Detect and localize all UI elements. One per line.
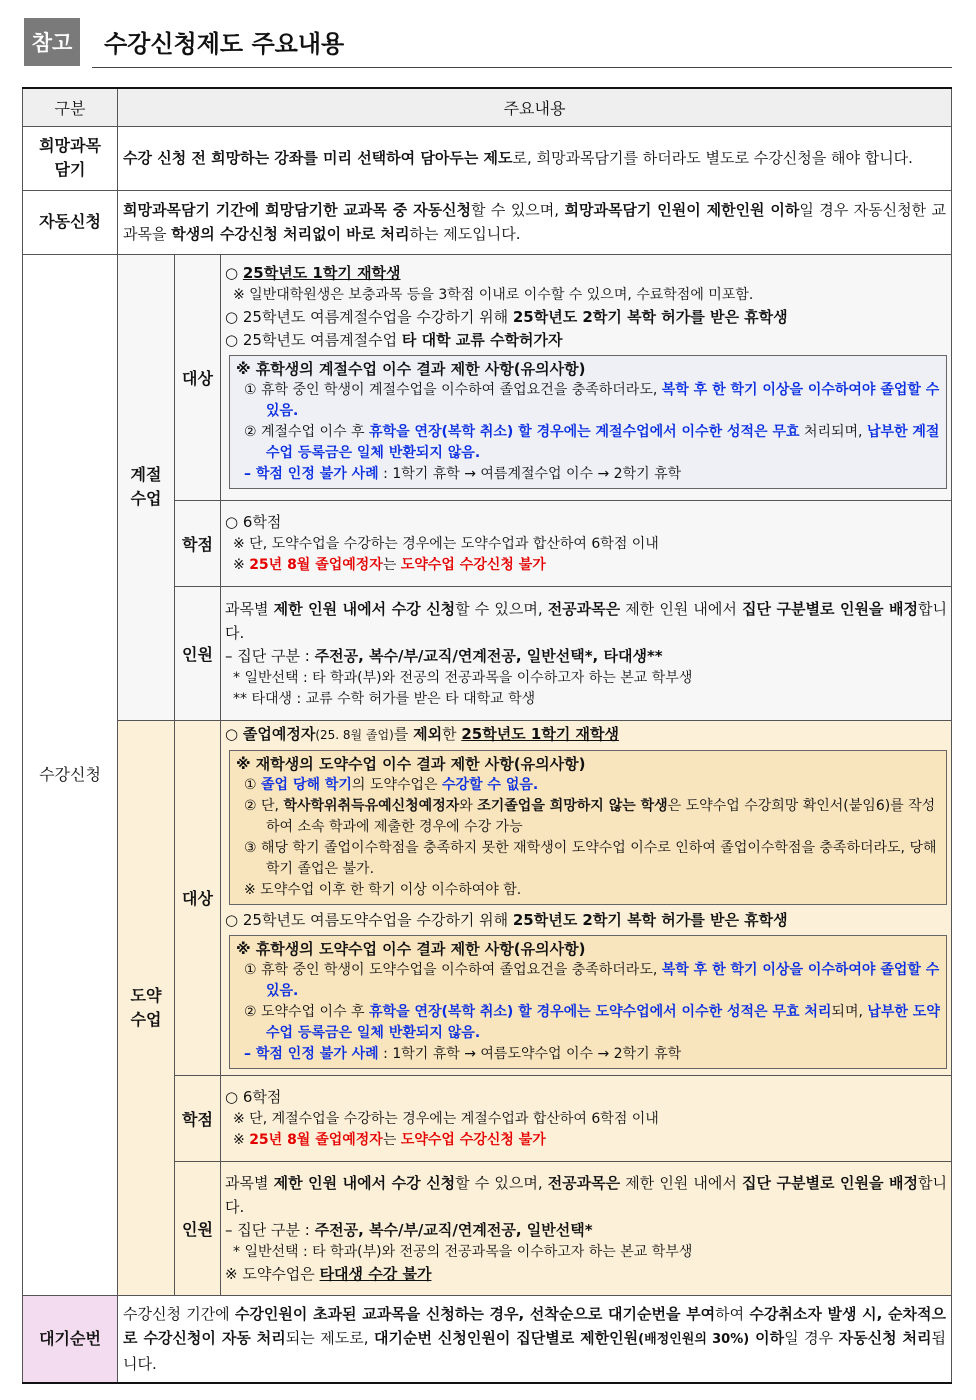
text-run: ※ [233, 556, 250, 573]
seasonal-target-lines [225, 262, 949, 352]
title-underline [92, 67, 952, 68]
notice-item [236, 1044, 940, 1065]
leap-credit-content [221, 1075, 952, 1161]
seasonal-seats-content [221, 586, 952, 720]
content-line [225, 1219, 947, 1242]
text-run: ※ 단, 계절수업을 수강하는 경우에는 계절수업과 합산하여 6학점 이내 [233, 1110, 659, 1127]
seasonal-seats-para [225, 597, 947, 645]
text-run: 대기순번 신청인원이 집단별로 제한인원 [373, 1328, 639, 1347]
text-run: 조기졸업을 희망하지 않는 학생 [477, 797, 668, 814]
auto-content [118, 190, 952, 254]
text-run: ※ 일반대학원생은 보충과목 등을 3학점 이내로 이수할 수 있으며, 수료학점에 미포함. [233, 286, 754, 303]
text-run: 학생의 수강신청 처리없이 바로 처리 [171, 225, 410, 243]
content-line [225, 555, 947, 576]
notice-item [236, 880, 940, 901]
text-run: 는 [382, 556, 401, 573]
text-run: 타대생 수강 불가 [319, 1264, 432, 1283]
text-run: (25. 8월 졸업) [315, 727, 394, 742]
text-run: 할 수 있으며, [471, 201, 565, 219]
text-run: * 일반선택 : 타 학과(부)와 전공의 전공과목을 이수하고자 하는 본교 학부생 [233, 1243, 693, 1260]
registration-label: 수강신청 [23, 254, 118, 1295]
text-run: 로, 희망과목담기를 하더라도 별도로 수강신청을 해야 합니다. [512, 149, 913, 167]
text-run: 할 수 있으며, [455, 1173, 548, 1192]
content-line [225, 1109, 947, 1130]
content-line [225, 511, 947, 534]
text-run: ○ 25학년도 여름계절수업을 수강하기 위해 [225, 307, 513, 326]
text-run: 도약수업 수강신청 불가 [400, 556, 546, 573]
content-line [225, 1086, 947, 1109]
text-run: 휴학을 연장(복학 취소) 할 경우에는 도약수업에서 이수한 성적은 무효 처리 [369, 1003, 832, 1020]
text-run: 휴학을 연장(복학 취소) 할 경우에는 계절수업에서 이수한 성적은 무효 [369, 423, 800, 440]
text-run: 제한 인원 내에서 [620, 1173, 742, 1192]
text-run: 처리되며, [799, 423, 867, 440]
content-line [225, 1263, 947, 1286]
leap-leave-notice-items [236, 960, 940, 1065]
waitlist-content [118, 1295, 952, 1383]
text-run: 는 [382, 1131, 401, 1148]
text-run: 과목별 [225, 599, 274, 618]
text-run: – 집단 구분 : [225, 646, 315, 665]
leap-seats-content [221, 1161, 952, 1295]
text-run: 제한 인원 내에서 수강 신청 [273, 1173, 456, 1192]
text-run: ○ 6학점 [225, 1087, 282, 1106]
auto-label: 자동신청 [23, 190, 118, 254]
content-line [225, 668, 947, 689]
text-run: 25학년도 2학기 복학 허가를 받은 휴학생 [512, 307, 788, 326]
text-run: 제외 [413, 724, 443, 743]
text-run: ③ 해당 학기 졸업이수학점을 충족하지 못한 재학생이 도약수업 이수로 인하여 졸업이수학점을 충족하더라도, 당해 학기 졸업은 불가. [244, 839, 937, 877]
notice-item [236, 464, 940, 485]
text-run: 자동신청 처리 [838, 1328, 932, 1347]
seasonal-notice-box [229, 355, 947, 489]
text-run: 25년 8월 졸업예정자 [249, 1131, 383, 1148]
leap-target-content [221, 720, 952, 1075]
seasonal-seats-label: 인원 [175, 586, 221, 720]
text-run: ** 타대생 : 교류 수학 허가를 받은 타 대학교 학생 [233, 690, 536, 707]
text-run: 할 수 있으며, [455, 599, 548, 618]
text-run: 주전공, 복수/부/교직/연계전공, 일반선택* [314, 1220, 593, 1239]
text-run: 25학년도 1학기 재학생 [461, 724, 620, 743]
text-run: 됩니다. [123, 1328, 946, 1373]
text-run: 과목별 [225, 1173, 274, 1192]
text-run: 하여 [715, 1304, 750, 1323]
text-run: – 학점 인정 불가 사례 [244, 1045, 379, 1062]
course-registration-table [22, 87, 952, 1384]
content-line [225, 262, 949, 285]
seasonal-label: 계절 수업 [118, 254, 175, 720]
text-run: 전공과목은 [547, 599, 621, 618]
text-run: ① [244, 776, 262, 793]
leap-seats-lines [225, 1219, 947, 1286]
section-header [22, 16, 952, 70]
content-line [225, 329, 949, 352]
text-run: 합니다. [225, 1173, 947, 1216]
text-run: ※ 도약수업 이후 한 학기 이상 이수하여야 함. [244, 881, 522, 898]
text-run: 집단 구분별로 인원을 배정 [741, 1173, 919, 1192]
text-run: 25학년도 2학기 복학 허가를 받은 휴학생 [512, 910, 788, 929]
text-run: ○ 25학년도 여름도약수업을 수강하기 위해 [225, 910, 513, 929]
text-run: 학사학위취득유예신청예정자 [283, 797, 460, 814]
leap-target-line1 [225, 723, 949, 747]
text-run: ※ [233, 1131, 250, 1148]
text-run: 25학년도 1학기 재학생 [242, 263, 401, 282]
text-run: 일 경우 자동신청한 교과목을 [123, 201, 946, 243]
text-run: 되며, [831, 1003, 868, 1020]
text-run: 도약수업 수강신청 불가 [400, 1131, 546, 1148]
text-run: ○ 25학년도 여름계절수업 [225, 330, 402, 349]
page-title: 수강신청제도 주요내용 [104, 30, 345, 58]
leap-enrolled-notice-items [236, 775, 940, 901]
waitlist-label: 대기순번 [23, 1295, 118, 1383]
text-run: ※ 단, 도약수업을 수강하는 경우에는 도약수업과 합산하여 6학점 이내 [233, 535, 659, 552]
text-run: 하는 제도입니다. [409, 225, 521, 243]
text-run: 되는 제도로, [285, 1328, 374, 1347]
text-run: 수강인원이 초과된 교과목을 신청하는 경우, 선착순으로 대기순번을 부여 [234, 1304, 716, 1323]
reference-tag: 참고 [24, 18, 80, 66]
seasonal-credit-label: 학점 [175, 500, 221, 586]
text-run: – 학점 인정 불가 사례 [244, 465, 379, 482]
text-run: 와 [459, 797, 478, 814]
seasonal-notice-items [236, 380, 940, 485]
leap-seats-label: 인원 [175, 1161, 221, 1295]
notice-item [236, 796, 940, 838]
content-line [225, 1242, 947, 1263]
leap-target-label: 대상 [175, 720, 221, 1075]
seasonal-seats-lines [225, 645, 947, 710]
text-run: ② 단, [244, 797, 284, 814]
text-run: 희망과목담기 기간에 희망담기한 교과목 중 자동신청 [123, 201, 472, 219]
header-category: 구분 [23, 88, 118, 126]
content-line [225, 1130, 947, 1151]
text-run: 제한 인원 내에서 수강 신청 [273, 599, 456, 618]
text-run: 납부한 계절수업 등록금은 일체 반환되지 않음. [266, 423, 940, 461]
wish-content [118, 126, 952, 190]
text-run: 25년 8월 졸업예정자 [249, 556, 383, 573]
seasonal-notice-title: ※ 휴학생의 계절수업 이수 결과 제한 사항(유의사항) [236, 359, 586, 378]
text-run: 수강 신청 전 희망하는 강좌를 미리 선택하여 담아두는 제도 [123, 149, 513, 167]
text-run: 납부한 도약수업 등록금은 일체 반환되지 않음. [266, 1003, 940, 1041]
notice-item [236, 838, 940, 880]
notice-item [236, 1002, 940, 1044]
leap-label: 도약 수업 [118, 720, 175, 1295]
wish-label: 희망과목 담기 [23, 126, 118, 190]
content-line [225, 534, 947, 555]
text-run: : 1학기 휴학 → 여름계절수업 이수 → 2학기 휴학 [378, 465, 682, 482]
text-run: 은 도약수업 수강희망 확인서(붙임6)를 작성하여 소속 학과에 제출한 경우에 수강 가능 [266, 797, 936, 835]
text-run: 복학 후 한 학기 이상을 이수하여야 졸업할 수 있음. [266, 381, 940, 419]
text-run: 졸업예정자 [242, 724, 316, 743]
text-run: ※ 도약수업은 [225, 1264, 320, 1283]
leap-seats-para [225, 1171, 947, 1219]
text-run: 한 [442, 724, 462, 743]
leap-leave-notice-title: ※ 휴학생의 도약수업 이수 결과 제한 사항(유의사항) [236, 939, 586, 958]
text-run: 주전공, 복수/부/교직/연계전공, 일반선택*, 타대생** [314, 646, 663, 665]
text-run: 수강신청 기간에 [123, 1304, 235, 1323]
text-run: 전공과목은 [547, 1173, 621, 1192]
notice-item [236, 775, 940, 796]
text-run: ① 휴학 중인 학생이 도약수업을 이수하여 졸업요건을 충족하더라도, [244, 961, 662, 978]
content-line [225, 285, 949, 306]
content-line [225, 306, 949, 329]
text-run: ② 계절수업 이수 후 [244, 423, 370, 440]
seasonal-target-label: 대상 [175, 254, 221, 500]
text-run: 일 경우 [784, 1328, 839, 1347]
text-run: ○ 6학점 [225, 512, 282, 531]
leap-credit-label: 학점 [175, 1075, 221, 1161]
text-run: 합니다. [225, 599, 947, 642]
text-run: 의 도약수업은 [351, 776, 442, 793]
text-run: 집단 구분별로 인원을 배정 [741, 599, 919, 618]
header-content: 주요내용 [118, 88, 952, 126]
text-run: – 집단 구분 : [225, 1220, 315, 1239]
text-run: ① 휴학 중인 학생이 계절수업을 이수하여 졸업요건을 충족하더라도, [244, 381, 662, 398]
text-run: 를 [393, 724, 414, 743]
leap-enrolled-notice-box [229, 750, 947, 905]
leap-enrolled-notice-title: ※ 재학생의 도약수업 이수 결과 제한 사항(유의사항) [236, 754, 586, 773]
text-run: : 1학기 휴학 → 여름도약수업 이수 → 2학기 휴학 [378, 1045, 682, 1062]
leap-leave-notice-box [229, 935, 947, 1069]
text-run: 수강할 수 없음. [441, 776, 539, 793]
text-run: ○ [225, 724, 243, 743]
text-run: 복학 후 한 학기 이상을 이수하여야 졸업할 수 있음. [266, 961, 940, 999]
content-line [225, 689, 947, 710]
text-run: 타 대학 교류 수학허가자 [401, 330, 563, 349]
text-run: ○ [225, 263, 243, 282]
text-run: 졸업 당해 학기 [261, 776, 352, 793]
text-run: * 일반선택 : 타 학과(부)와 전공의 전공과목을 이수하고자 하는 본교 학부생 [233, 669, 693, 686]
notice-item [236, 960, 940, 1002]
text-run: 수강취소자 발생 시, 순차적으로 수강신청이 자동 처리 [123, 1304, 947, 1347]
text-run: (배정인원의 30%) [638, 1331, 750, 1347]
seasonal-credit-content [221, 500, 952, 586]
text-run: 이하 [749, 1328, 785, 1347]
notice-item [236, 422, 940, 464]
text-run: ② 도약수업 이수 후 [244, 1003, 370, 1020]
seasonal-target-content [221, 254, 952, 500]
text-run: 제한 인원 내에서 [620, 599, 742, 618]
notice-item [236, 380, 940, 422]
leap-target-line2 [225, 909, 949, 932]
text-run: 희망과목담기 인원이 제한인원 이하 [564, 201, 800, 219]
content-line [225, 645, 947, 668]
